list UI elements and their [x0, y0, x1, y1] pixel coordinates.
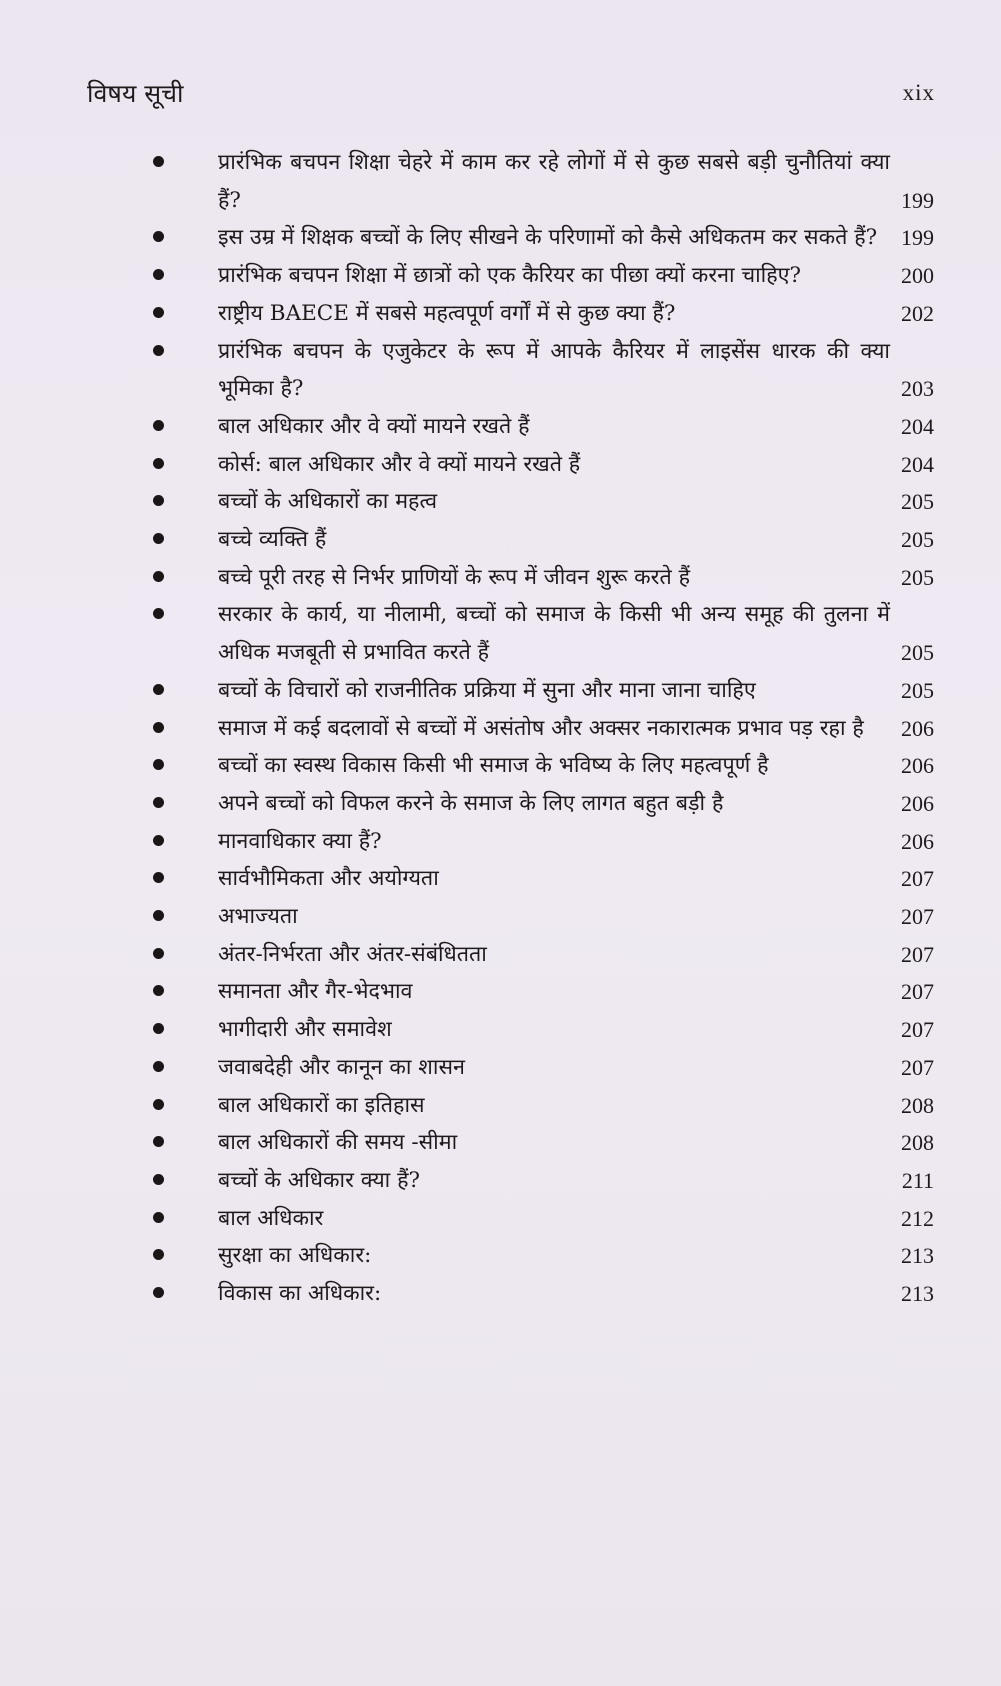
toc-entry-title: बच्चों का स्वस्थ विकास किसी भी समाज के भविष्य के लिए महत्वपूर्ण है [218, 753, 769, 779]
toc-entry-page-number: 205 [901, 677, 934, 703]
toc-entry [0, 710, 1001, 748]
toc-entry-title: विकास का अधिकार: [218, 1281, 382, 1307]
toc-entry-page-number: 199 [901, 225, 934, 251]
toc-entry-page-number: 200 [901, 263, 934, 289]
toc-entry-title: अपने बच्चों को विफल करने के समाज के लिए लागत बहुत बड़ी है [218, 790, 724, 816]
toc-entry-page-number: 205 [901, 564, 934, 590]
toc-entry [0, 973, 1001, 1011]
toc-entry [0, 559, 1001, 597]
bullet-icon [153, 269, 164, 280]
toc-entry-title: बच्चे व्यक्ति हैं [218, 527, 327, 553]
toc-entry [0, 333, 1001, 408]
bullet-icon [153, 156, 164, 167]
toc-entry-title: सरकार के कार्य, या नीलामी, बच्चों को समाज के किसी भी अन्य समूह की तुलना में अधिक मजबूती से प्रभावित करते हैं [218, 602, 890, 666]
toc-entry-title: कोर्स: बाल अधिकार और वे क्यों मायने रखते हैं [218, 451, 581, 477]
bullet-icon [153, 985, 164, 996]
toc-entry [0, 257, 1001, 295]
toc-entry-title: जवाबदेही और कानून का शासन [218, 1054, 465, 1080]
toc-entry [0, 1049, 1001, 1087]
bullet-icon [153, 1287, 164, 1298]
toc-entry-page-number: 206 [901, 790, 934, 816]
toc-entry-page-number: 205 [901, 527, 934, 553]
toc-entry [0, 1200, 1001, 1238]
bullet-icon [153, 1212, 164, 1223]
toc-entry [0, 1011, 1001, 1049]
toc-entry-title: प्रारंभिक बचपन शिक्षा चेहरे में काम कर रहे लोगों में से कुछ सबसे बड़ी चुनौतियां क्या हैं? [218, 150, 890, 213]
toc-entry-page-number: 213 [901, 1243, 934, 1269]
toc-entry-page-number: 208 [901, 1092, 934, 1118]
bullet-icon [153, 420, 164, 431]
bullet-icon [153, 797, 164, 808]
toc-entry-page-number: 207 [901, 1054, 934, 1080]
toc-entry-page-number: 207 [901, 941, 934, 967]
bullet-icon [153, 533, 164, 544]
bullet-icon [153, 1174, 164, 1185]
toc-entry [0, 1162, 1001, 1200]
bullet-icon [153, 910, 164, 921]
bullet-icon [153, 1136, 164, 1147]
toc-entry-page-number: 207 [901, 904, 934, 930]
bullet-icon [153, 684, 164, 695]
toc-entry-title: सुरक्षा का अधिकार: [218, 1243, 372, 1269]
toc-entry [0, 219, 1001, 257]
bullet-icon [153, 1249, 164, 1260]
bullet-icon [153, 835, 164, 846]
toc-entry [0, 747, 1001, 785]
toc-entry-page-number: 205 [901, 489, 934, 515]
toc-entry [0, 898, 1001, 936]
toc-entry-page-number: 211 [901, 1167, 934, 1193]
toc-entry [0, 1275, 1001, 1313]
toc-entry-page-number: 213 [901, 1281, 934, 1307]
toc-entry [0, 936, 1001, 974]
toc-entry-page-number: 207 [901, 1017, 934, 1043]
bullet-icon [153, 872, 164, 883]
toc-entry-page-number: 203 [901, 376, 934, 402]
bullet-icon [153, 571, 164, 582]
toc-entry [0, 1124, 1001, 1162]
toc-entry [0, 295, 1001, 333]
toc-entry-page-number: 202 [901, 300, 934, 326]
toc-entry [0, 672, 1001, 710]
toc-entry-title: बच्चों के अधिकारों का महत्व [218, 489, 438, 515]
toc-entry [0, 785, 1001, 823]
bullet-icon [153, 608, 164, 619]
toc-entry-title: मानवाधिकार क्या हैं? [218, 828, 382, 854]
bullet-icon [153, 307, 164, 318]
toc-entry-title: बच्चों के विचारों को राजनीतिक प्रक्रिया में सुना और माना जाना चाहिए [218, 677, 756, 703]
toc-entry-title: भागीदारी और समावेश [218, 1017, 392, 1043]
toc-entry-title: समानता और गैर-भेदभाव [218, 979, 413, 1005]
toc-entry-page-number: 205 [901, 640, 934, 666]
toc-entry [0, 1087, 1001, 1125]
toc-entry-page-number: 208 [901, 1130, 934, 1156]
toc-entry-title: समाज में कई बदलावों से बच्चों में असंतोष और अक्सर नकारात्मक प्रभाव पड़ रहा है [218, 715, 864, 741]
toc-entry [0, 483, 1001, 521]
page-header [87, 76, 935, 116]
bullet-icon [153, 458, 164, 469]
toc-entry-title: बाल अधिकारों की समय -सीमा [218, 1130, 458, 1156]
bullet-icon [153, 495, 164, 506]
roman-page-number: xix [902, 80, 935, 105]
bullet-icon [153, 1099, 164, 1110]
toc-entry-page-number: 206 [901, 715, 934, 741]
toc-entry [0, 1237, 1001, 1275]
toc-entry-title: बच्चे पूरी तरह से निर्भर प्राणियों के रूप में जीवन शुरू करते हैं [218, 564, 690, 590]
toc-entry [0, 144, 1001, 219]
toc-entry-page-number: 212 [901, 1205, 934, 1231]
bullet-icon [153, 948, 164, 959]
section-title: विषय सूची [87, 79, 184, 108]
table-of-contents [0, 144, 1001, 1313]
bullet-icon [153, 722, 164, 733]
toc-entry-page-number: 204 [901, 451, 934, 477]
toc-entry [0, 521, 1001, 559]
toc-entry-title: बाल अधिकार और वे क्यों मायने रखते हैं [218, 413, 530, 439]
toc-entry [0, 408, 1001, 446]
toc-entry-title: प्रारंभिक बचपन के एजुकेटर के रूप में आपके कैरियर में लाइसेंस धारक की क्या भूमिका है? [218, 338, 890, 402]
toc-entry-title: बच्चों के अधिकार क्या हैं? [218, 1167, 421, 1193]
toc-entry [0, 860, 1001, 898]
toc-entry-page-number: 204 [901, 413, 934, 439]
toc-entry [0, 596, 1001, 671]
bullet-icon [153, 345, 164, 356]
toc-entry-title: अभाज्यता [218, 904, 298, 930]
toc-entry-page-number: 199 [901, 187, 934, 213]
bullet-icon [153, 759, 164, 770]
toc-entry-page-number: 207 [901, 866, 934, 892]
toc-entry-title: बाल अधिकार [218, 1205, 324, 1231]
toc-entry [0, 823, 1001, 861]
toc-entry-title: बाल अधिकारों का इतिहास [218, 1092, 425, 1118]
toc-entry-title: प्रारंभिक बचपन शिक्षा में छात्रों को एक कैरियर का पीछा क्यों करना चाहिए? [218, 263, 802, 289]
toc-entry-title: इस उम्र में शिक्षक बच्चों के लिए सीखने के परिणामों को कैसे अधिकतम कर सकते हैं? [218, 225, 878, 251]
toc-entry-page-number: 207 [901, 979, 934, 1005]
toc-entry [0, 446, 1001, 484]
toc-entry-title: राष्ट्रीय BAECE में सबसे महत्वपूर्ण वर्गों में से कुछ क्या हैं? [218, 300, 676, 326]
toc-entry-page-number: 206 [901, 828, 934, 854]
toc-entry-title: अंतर-निर्भरता और अंतर-संबंधितता [218, 941, 487, 967]
bullet-icon [153, 231, 164, 242]
toc-entry-page-number: 206 [901, 753, 934, 779]
bullet-icon [153, 1023, 164, 1034]
toc-entry-title: सार्वभौमिकता और अयोग्यता [218, 866, 439, 892]
bullet-icon [153, 1061, 164, 1072]
